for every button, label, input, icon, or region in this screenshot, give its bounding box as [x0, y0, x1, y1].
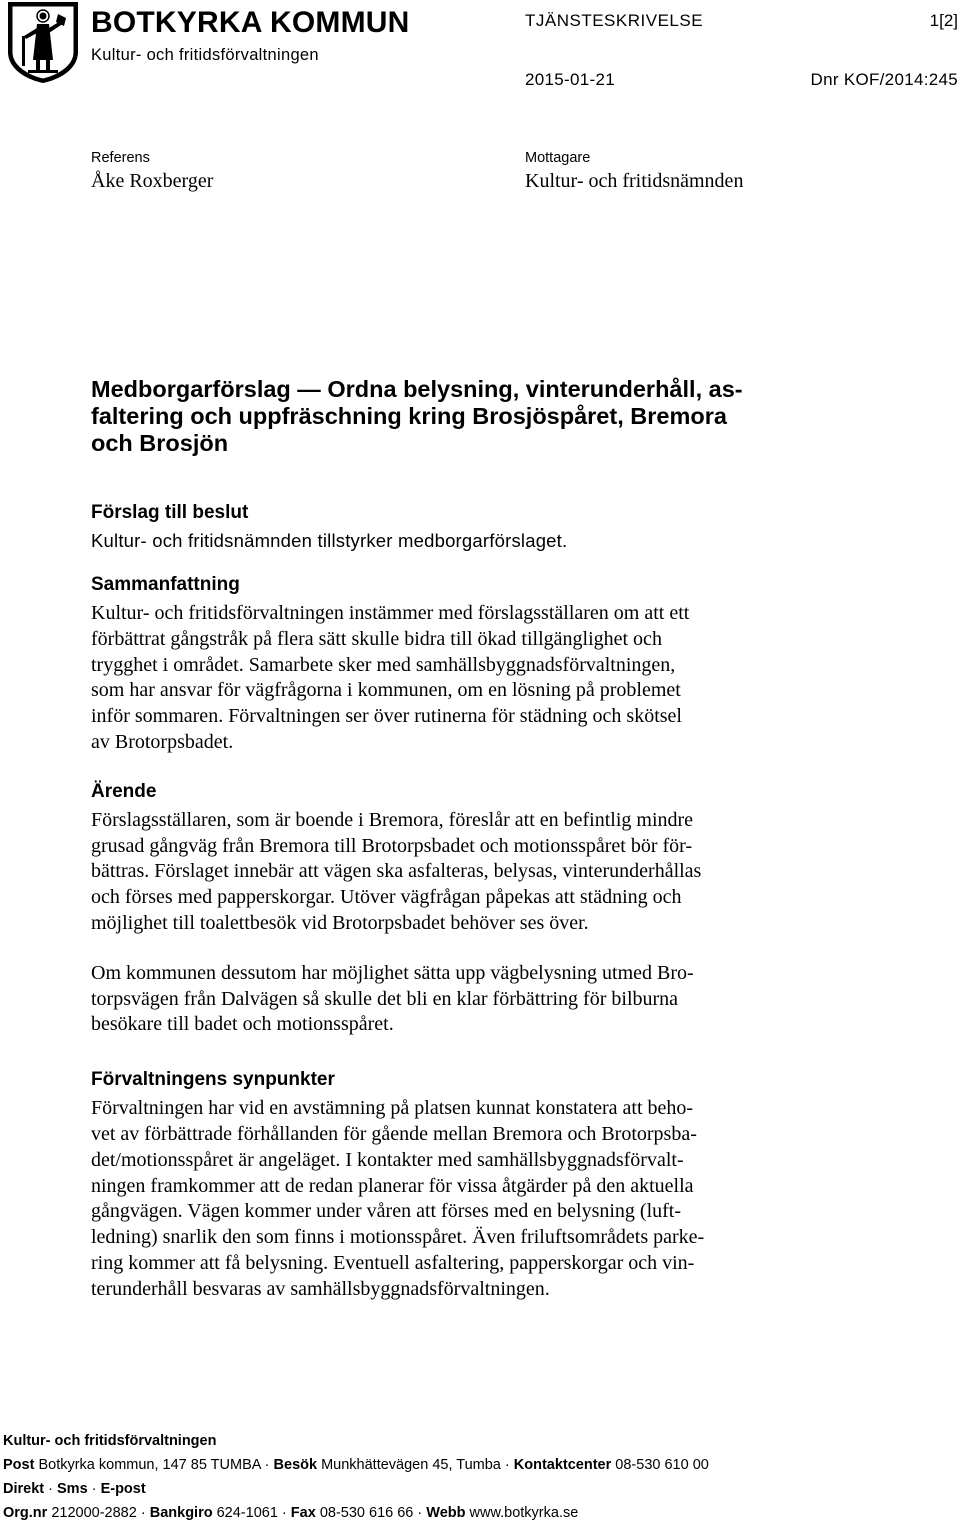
text-line: det/motionsspåret är angeläget. I kontakter med samhällsbyggnadsförvalt-	[91, 1148, 684, 1171]
footer-web-label: Webb	[426, 1505, 466, 1521]
coat-of-arms-icon	[6, 0, 80, 84]
summary-heading: Sammanfattning	[91, 574, 240, 595]
text-line: grusad gångväg från Bremora till Brotorpsbadet och motionsspåret bör för-	[91, 834, 693, 857]
text-line: trygghet i området. Samarbete sker med samhällsbyggnadsförvaltningen,	[91, 653, 676, 676]
text-line: möjlighet till toalettbesök vid Brotorpsbadet behöver ses över.	[91, 911, 589, 934]
footer-separator: ·	[504, 1457, 510, 1473]
footer-separator: ·	[281, 1505, 287, 1521]
matter-paragraph-1	[91, 808, 819, 937]
text-line: Förvaltningen har vid en avstämning på platsen kunnat konstatera att beho-	[91, 1097, 694, 1120]
footer-bankgiro-value: 624-1061	[216, 1505, 278, 1521]
document-type: TJÄNSTESKRIVELSE	[525, 11, 704, 30]
document-date: 2015-01-21	[525, 70, 615, 89]
footer-bankgiro-label: Bankgiro	[149, 1505, 213, 1521]
text-line: besökare till badet och motionsspåret.	[91, 1013, 394, 1036]
footer-visit-label: Besök	[273, 1457, 318, 1473]
footer-orgnr-value: 212000-2882	[51, 1505, 137, 1521]
summary-paragraph	[91, 601, 819, 756]
footer-fax-label: Fax	[290, 1505, 316, 1521]
decision-text: Kultur- och fritidsnämnden tillstyrker medborgarförslaget.	[91, 530, 568, 551]
matter-heading: Ärende	[91, 780, 157, 802]
reference-label: Referens	[91, 150, 150, 166]
org-name: BOTKYRKA KOMMUN	[91, 6, 410, 39]
footer-direct-label: Direkt	[3, 1481, 45, 1497]
text-line: gångvägen. Vägen kommer under våren att förses med en belysning (luft-	[91, 1200, 681, 1223]
footer-separator: ·	[91, 1481, 97, 1497]
footer-department: Kultur- och fritidsförvaltningen	[3, 1433, 217, 1449]
text-line: ring kommer att få belysning. Eventuell asfaltering, papperskorgar och vin-	[91, 1251, 695, 1274]
text-line: inför sommaren. Förvaltningen ser över rutinerna för städning och skötsel	[91, 705, 682, 728]
viewpoints-heading: Förvaltningens synpunkter	[91, 1069, 335, 1091]
footer-post-label: Post	[3, 1457, 35, 1473]
footer-contact-label: Kontaktcenter	[513, 1457, 612, 1473]
page-footer	[3, 1429, 709, 1525]
footer-orgnr-label: Org.nr	[3, 1505, 48, 1521]
page-number: 1[2]	[929, 11, 958, 30]
text-line: som har ansvar för vägfrågorna i kommunen, om en lösning på problemet	[91, 679, 681, 702]
footer-separator: ·	[48, 1481, 53, 1497]
footer-line-4	[3, 1501, 709, 1525]
footer-separator: ·	[417, 1505, 423, 1521]
footer-sms-label: Sms	[57, 1481, 88, 1497]
text-line: ledning) snarlik den som finns i motionsspåret. Även friluftsområdets parke-	[91, 1226, 705, 1249]
text-line: av Brotorpsbadet.	[91, 730, 234, 753]
title-line: och Brosjön	[91, 430, 229, 456]
text-line: och förses med papperskorgar. Utöver vägfrågan påpekas att städning och	[91, 886, 682, 909]
text-line: bättras. Förslaget innebär att vägen ska asfalteras, belysas, vinterunderhållas	[91, 860, 702, 883]
text-line: Kultur- och fritidsförvaltningen instämmer med förslagsställaren om att ett	[91, 602, 690, 624]
viewpoints-paragraph	[91, 1096, 819, 1302]
recipient-value: Kultur- och fritidsnämnden	[525, 170, 744, 192]
footer-line-1	[3, 1429, 709, 1453]
decision-heading: Förslag till beslut	[91, 502, 249, 523]
text-line: vet av förbättrade förhållanden för gående mellan Bremora och Brotorpsba-	[91, 1122, 697, 1145]
text-line: förbättrat gångstråk på flera sätt skulle bidra till ökad tillgänglighet och	[91, 627, 662, 650]
text-line: Förslagsställaren, som är boende i Bremora, föreslår att en befintlig mindre	[91, 808, 694, 831]
footer-line-2	[3, 1453, 709, 1477]
text-line: ningen framkommer att de redan planerar för vissa åtgärder på den aktuella	[91, 1174, 694, 1197]
department-name: Kultur- och fritidsförvaltningen	[91, 46, 319, 64]
recipient-label: Mottagare	[525, 150, 591, 166]
text-line: terunderhåll besvaras av samhällsbyggnadsförvaltningen.	[91, 1277, 550, 1300]
footer-separator: ·	[140, 1505, 146, 1521]
title-line: faltering och uppfräschning kring Brosjöspåret, Bremora	[91, 403, 727, 429]
footer-web-link[interactable]: www.botkyrka.se	[469, 1505, 579, 1521]
document-body	[91, 376, 819, 1327]
footer-fax-value: 08-530 616 66	[319, 1505, 414, 1521]
text-line: Om kommunen dessutom har möjlighet sätta upp vägbelysning utmed Bro-	[91, 961, 694, 984]
footer-separator: ·	[264, 1457, 270, 1473]
matter-paragraph-2	[91, 961, 819, 1038]
footer-post-value: Botkyrka kommun, 147 85 TUMBA	[38, 1457, 261, 1473]
reference-value: Åke Roxberger	[91, 170, 214, 192]
diary-number: Dnr KOF/2014:245	[810, 70, 958, 89]
footer-visit-value: Munkhättevägen 45, Tumba	[321, 1457, 501, 1473]
text-line: torpsvägen från Dalvägen så skulle det bli en klar förbättring för bilburna	[91, 987, 679, 1010]
footer-line-3	[3, 1477, 709, 1501]
footer-email-label: E-post	[100, 1481, 146, 1497]
title-line: Medborgarförslag — Ordna belysning, vinterunderhåll, as-	[91, 376, 743, 402]
document-title	[91, 376, 819, 457]
footer-contact-value: 08-530 610 00	[615, 1457, 709, 1473]
